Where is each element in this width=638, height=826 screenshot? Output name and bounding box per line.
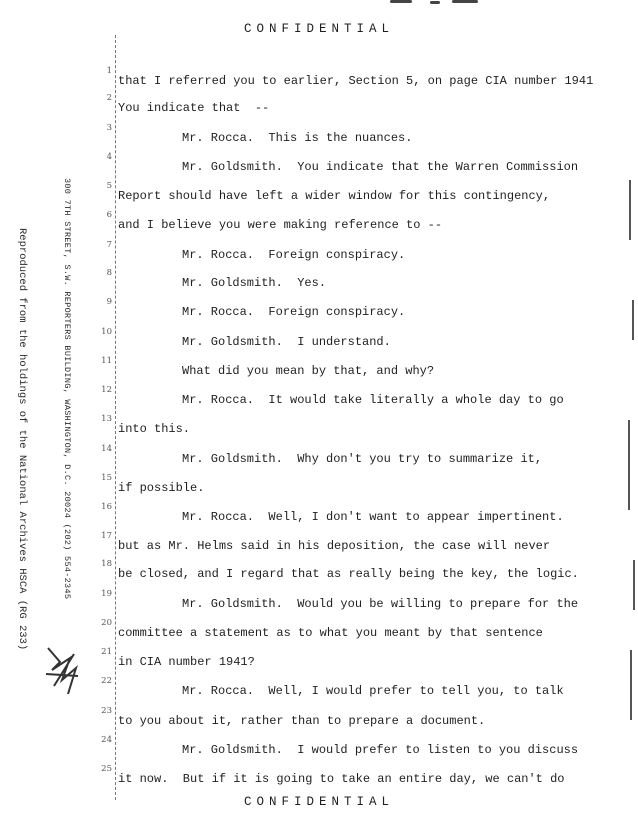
line-number: 9: [106, 297, 112, 307]
transcript-line: committee a statement as to what you meant by that sentence: [118, 626, 543, 640]
transcript-line: in CIA number 1941?: [118, 655, 255, 669]
line-number: 8: [106, 268, 112, 278]
line-number: 25: [101, 764, 112, 774]
line-number: 12: [101, 385, 112, 395]
reporter-address-note: 300 7TH STREET, S.W. REPORTERS BUILDING, WASHINGTON, D.C. 20024 (202) 554-2345: [62, 178, 72, 600]
footer-scan-artifact: [280, 816, 480, 826]
transcript-line: You indicate that --: [118, 101, 270, 115]
line-number: 2: [106, 93, 112, 103]
line-number: 18: [101, 559, 112, 569]
transcript-line: Mr. Rocca. Well, I don't want to appear impertinent.: [182, 510, 564, 524]
transcript-line: into this.: [118, 422, 191, 436]
transcript-line: Mr. Goldsmith. Yes.: [182, 276, 327, 290]
line-number: 19: [101, 589, 112, 599]
line-number: 10: [101, 327, 112, 337]
signature-initials: [40, 640, 84, 702]
scan-artifact: [390, 0, 480, 5]
transcript-line: but as Mr. Helms said in his deposition, the case will never: [118, 539, 551, 553]
transcript-line: be closed, and I regard that as really being the key, the logic.: [118, 567, 579, 581]
line-number: 16: [101, 502, 112, 512]
transcript-line: Mr. Rocca. Well, I would prefer to tell you, to talk: [182, 684, 564, 698]
line-number: 7: [106, 240, 112, 250]
transcript-line: it now. But if it is going to take an entire day, we can't do: [118, 772, 565, 786]
transcript-line: to you about it, rather than to prepare a document.: [118, 714, 486, 728]
line-number: 1: [106, 66, 112, 76]
line-number: 4: [106, 152, 112, 162]
line-number: 22: [101, 676, 112, 686]
transcript-line: if possible.: [118, 481, 205, 495]
transcript-line: and I believe you were making reference to --: [118, 218, 443, 232]
line-number: 23: [101, 706, 112, 716]
transcript-line: Mr. Rocca. It would take literally a whole day to go: [182, 393, 564, 407]
footer-classification: CONFIDENTIAL: [243, 795, 394, 809]
line-number: 17: [101, 531, 112, 541]
left-margin-rule: [115, 35, 116, 800]
line-number: 24: [101, 735, 112, 745]
transcript-line: that I referred you to earlier, Section 5, on page CIA number 1941: [118, 74, 594, 88]
line-number: 6: [106, 210, 112, 220]
transcript-line: What did you mean by that, and why?: [182, 364, 435, 378]
line-number: 15: [101, 473, 112, 483]
line-number: 11: [101, 356, 112, 366]
transcript-line: Mr. Rocca. This is the nuances.: [182, 131, 413, 145]
line-number: 21: [101, 647, 112, 657]
line-number: 3: [106, 123, 112, 133]
transcript-line: Mr. Goldsmith. You indicate that the Warren Commission: [182, 160, 579, 174]
transcript-line: Mr. Goldsmith. Would you be willing to prepare for the: [182, 597, 579, 611]
transcript-line: Mr. Goldsmith. Why don't you try to summarize it,: [182, 452, 543, 466]
transcript-line: Mr. Goldsmith. I would prefer to listen to you discuss: [182, 743, 579, 757]
line-number: 20: [101, 618, 112, 628]
transcript-line: Mr. Rocca. Foreign conspiracy.: [182, 248, 406, 262]
transcript-line: Report should have left a wider window for this contingency,: [118, 189, 551, 203]
line-number: 14: [101, 444, 112, 454]
transcript-line: Mr. Rocca. Foreign conspiracy.: [182, 305, 406, 319]
transcript-line: Mr. Goldsmith. I understand.: [182, 335, 391, 349]
scan-edge-artifact: [625, 0, 638, 826]
header-classification: CONFIDENTIAL: [243, 22, 394, 36]
line-number: 13: [101, 414, 112, 424]
line-number: 5: [106, 181, 112, 191]
archives-holdings-note: Reproduced from the holdings of the National Archives HSCA (RG 233): [16, 228, 28, 651]
